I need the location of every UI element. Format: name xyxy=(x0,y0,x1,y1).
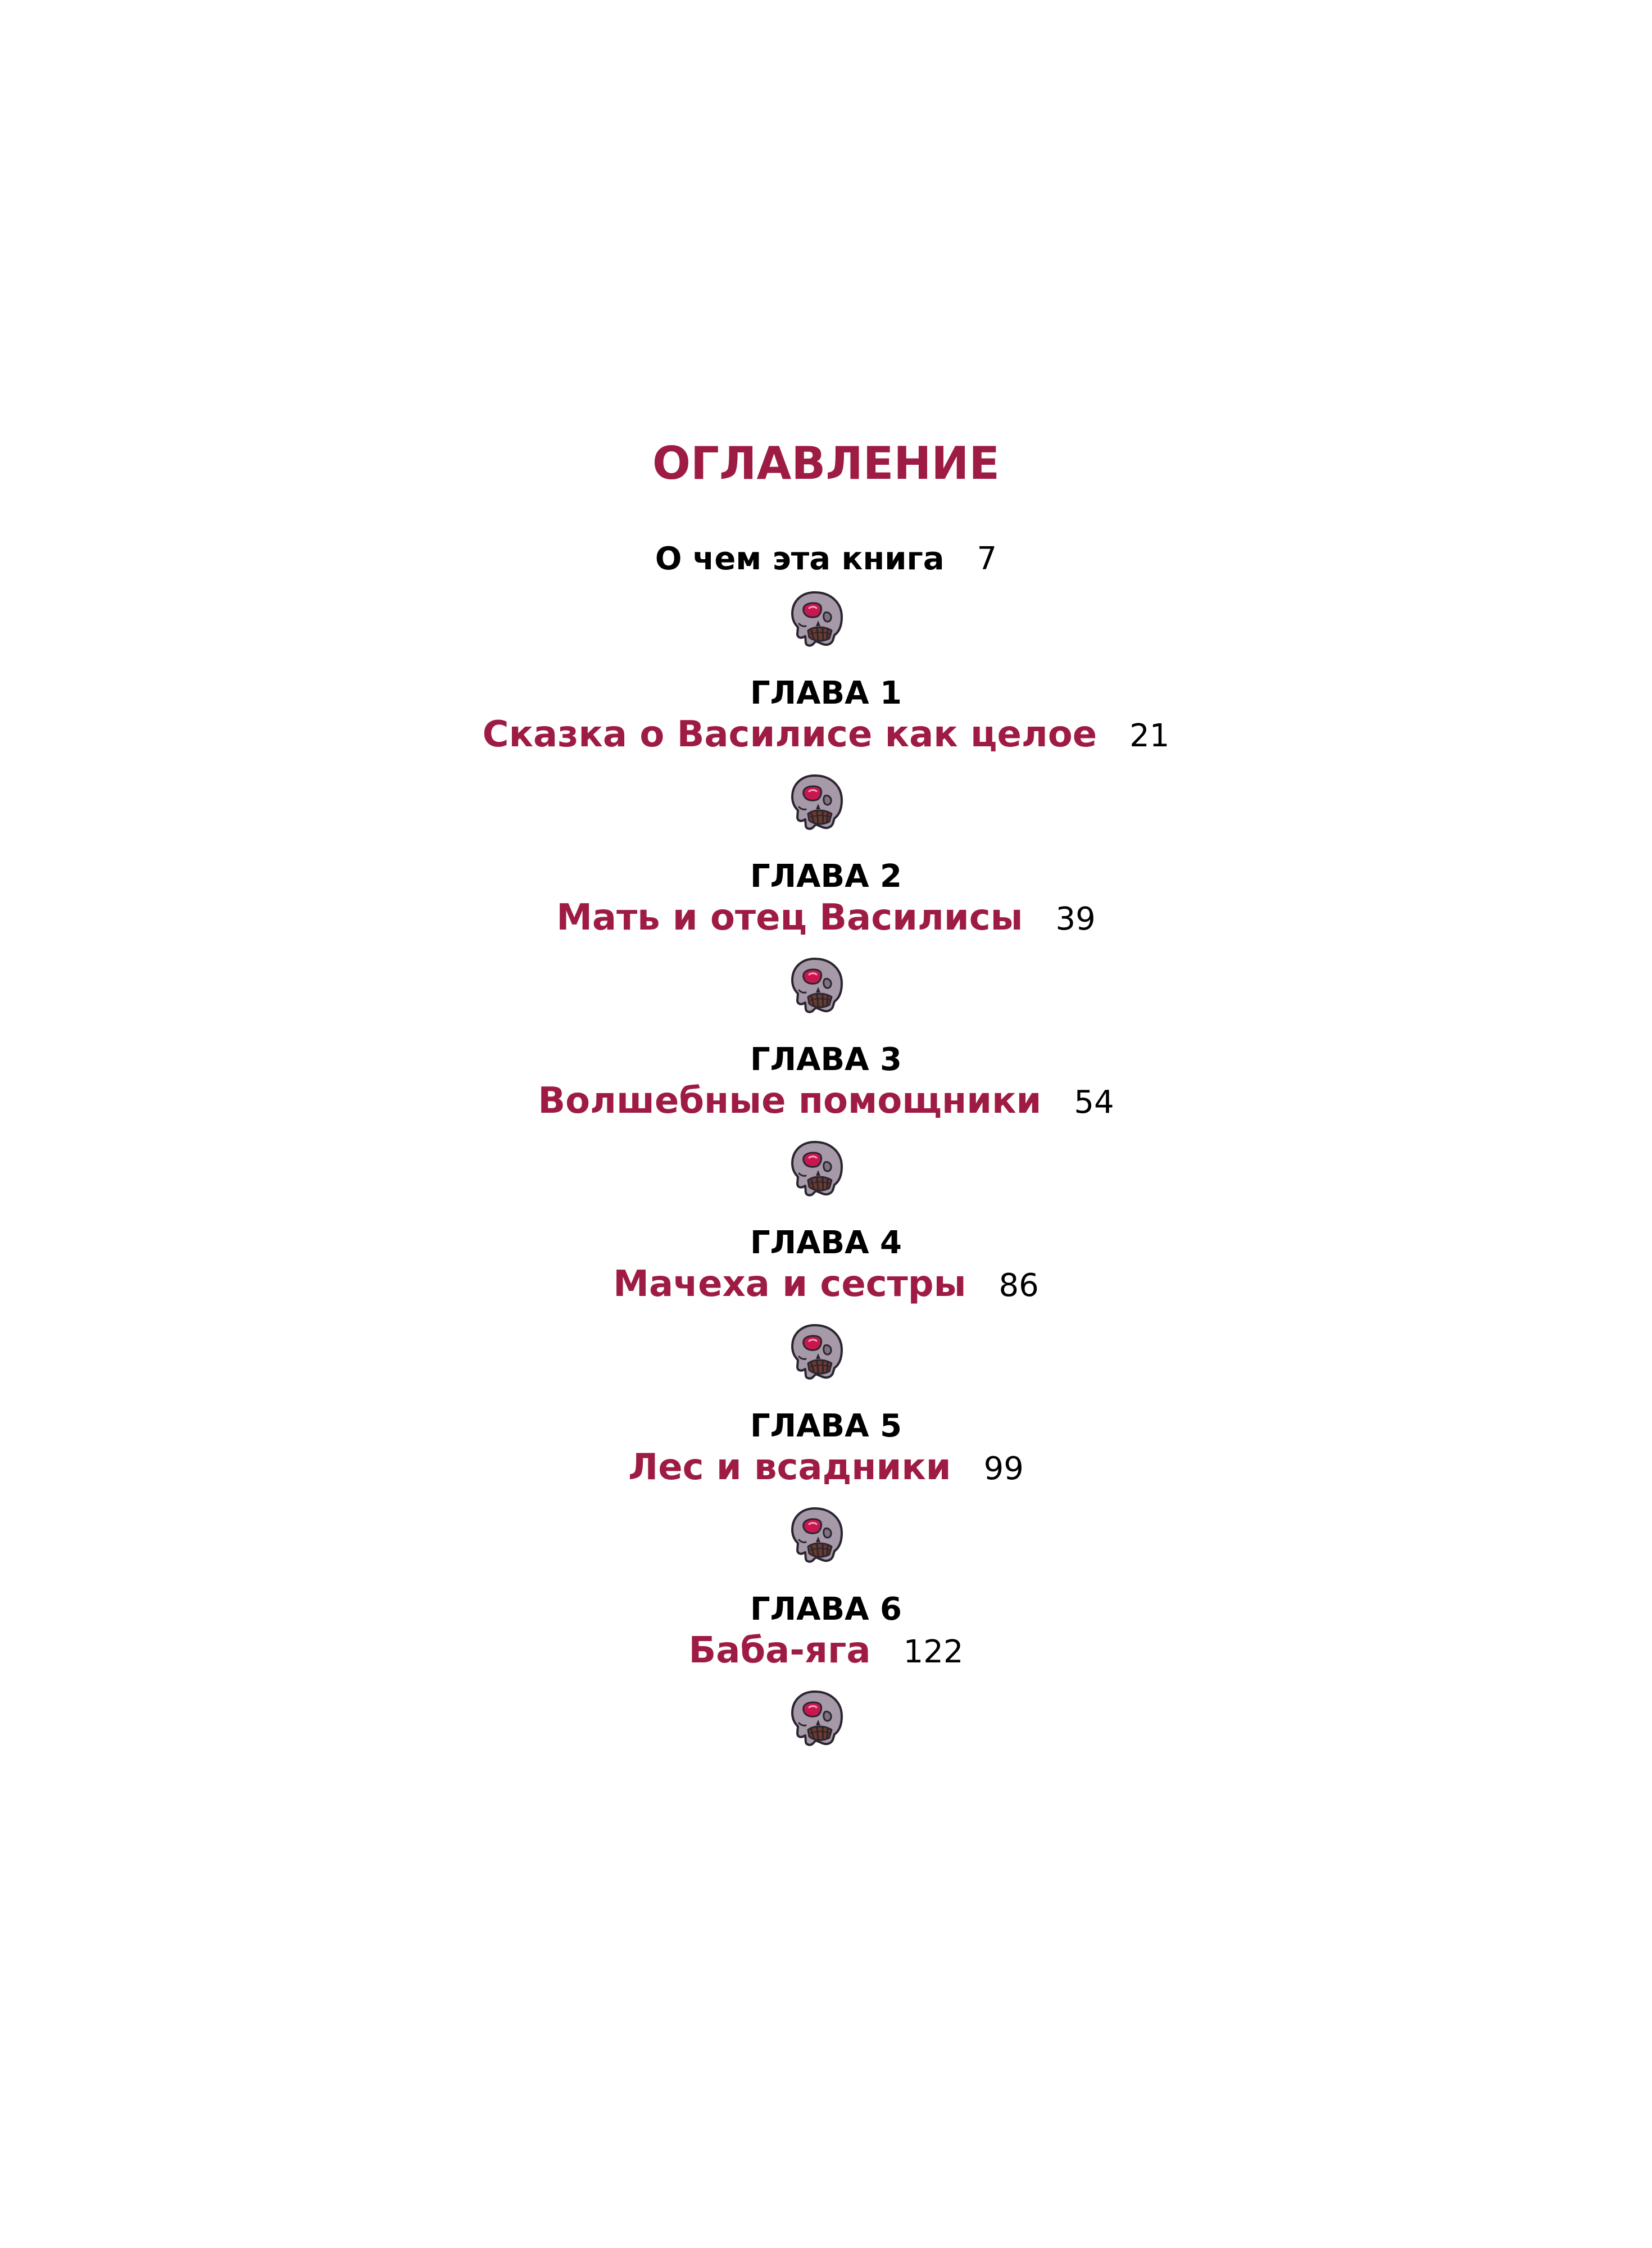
chapter-1-title: Сказка о Василисе как целое xyxy=(482,714,1097,755)
skull-icon xyxy=(788,1322,844,1380)
skull-icon xyxy=(788,589,844,647)
chapter-2-page-number: 39 xyxy=(1055,901,1096,937)
toc-entry-title: О чем эта книга xyxy=(655,541,945,577)
skull-icon xyxy=(788,955,844,1014)
chapter-4-label: ГЛАВА 4 xyxy=(750,1225,902,1261)
chapter-1-page-number: 21 xyxy=(1129,718,1170,754)
chapter-2-title: Мать и отец Василисы xyxy=(556,897,1023,939)
skull-icon xyxy=(788,772,844,831)
chapter-1-label: ГЛАВА 1 xyxy=(750,675,902,711)
chapter-6-title: Баба-яга xyxy=(688,1630,871,1671)
toc-entry-page-number: 7 xyxy=(977,541,997,577)
toc-entry-chapter-5[interactable] xyxy=(0,1442,1652,1494)
toc-entry-chapter-1[interactable] xyxy=(0,709,1652,762)
toc-entry-chapter-2[interactable] xyxy=(0,892,1652,945)
chapter-2-label: ГЛАВА 2 xyxy=(750,858,902,895)
chapter-5-page-number: 99 xyxy=(983,1451,1024,1487)
skull-icon xyxy=(788,1505,844,1563)
chapter-3-label: ГЛАВА 3 xyxy=(750,1041,902,1078)
page-title: ОГЛАВЛЕНИЕ xyxy=(652,437,1000,490)
toc-entry-chapter-3[interactable] xyxy=(0,1076,1652,1128)
skull-icon xyxy=(788,1139,844,1197)
toc-entry-chapter-6[interactable] xyxy=(0,1625,1652,1678)
toc-entry-intro[interactable] xyxy=(0,537,1652,582)
chapter-6-label: ГЛАВА 6 xyxy=(750,1591,902,1628)
chapter-3-title: Волшебные помощники xyxy=(538,1080,1042,1122)
chapter-4-title: Мачеха и сестры xyxy=(613,1263,966,1305)
skull-icon xyxy=(788,1688,844,1747)
chapter-6-page-number: 122 xyxy=(903,1634,964,1670)
chapter-4-page-number: 86 xyxy=(999,1267,1039,1304)
chapter-5-title: Лес и всадники xyxy=(628,1447,951,1488)
chapter-3-page-number: 54 xyxy=(1074,1084,1114,1121)
toc-entry-chapter-4[interactable] xyxy=(0,1259,1652,1311)
chapter-5-label: ГЛАВА 5 xyxy=(750,1408,902,1444)
